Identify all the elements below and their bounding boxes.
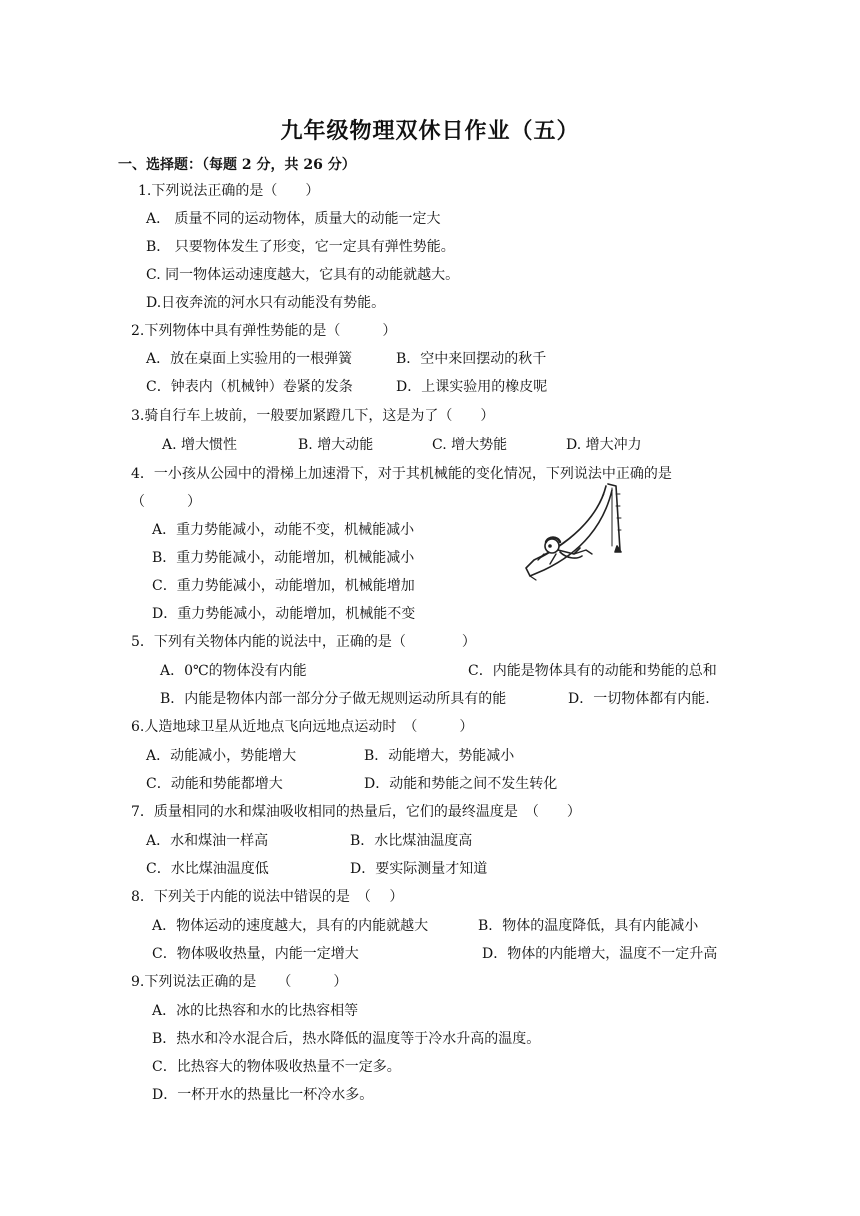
question-1-option-d: D.日夜奔流的河水只有动能没有势能。 (146, 295, 386, 311)
question-8-option-c: C．物体吸收热量，内能一定增大 (152, 946, 359, 962)
question-9-stem: 9.下列说法正确的是 （ ） (131, 974, 348, 990)
question-4-stem-bracket: （ ） (131, 494, 201, 510)
question-1-option-b: B． 只要物体发生了形变，它一定具有弹性势能。 (146, 239, 455, 255)
question-8-option-d: D．物体的内能增大，温度不一定升高 (482, 946, 718, 962)
question-4-option-b: B．重力势能减小，动能增加，机械能减小 (152, 550, 415, 566)
question-5-option-b: B．内能是物体内部一部分分子做无规则运动所具有的能 (160, 691, 507, 707)
question-7-option-d: D．要实际测量才知道 (350, 861, 488, 877)
question-1-stem: 1.下列说法正确的是（ ） (138, 183, 320, 199)
question-1-option-c: C. 同一物体运动速度越大，它具有的动能就越大。 (146, 267, 460, 283)
question-8-option-a: A．物体运动的速度越大，具有的内能就越大 (152, 918, 429, 934)
question-4-stem: 4．一小孩从公园中的滑梯上加速滑下，对于其机械能的变化情况，下列说法中正确的是 (131, 466, 672, 482)
question-5-option-a: A．0℃的物体没有内能 (160, 663, 307, 679)
question-2-option-a: A．放在桌面上实验用的一根弹簧 (146, 351, 353, 367)
question-5-option-c: C．内能是物体具有的动能和势能的总和 (468, 663, 717, 679)
question-2-option-b: B．空中来回摆动的秋千 (396, 351, 547, 367)
question-5-stem: 5．下列有关物体内能的说法中，正确的是（ ） (131, 634, 476, 650)
question-7-option-a: A．水和煤油一样高 (146, 833, 269, 849)
question-7-stem: 7．质量相同的水和煤油吸收相同的热量后，它们的最终温度是 （ ） (131, 804, 581, 820)
question-5-option-d: D．一切物体都有内能. (568, 691, 710, 707)
question-1-option-a: A． 质量不同的运动物体，质量大的动能一定大 (146, 211, 441, 227)
question-6-option-d: D．动能和势能之间不发生转化 (364, 776, 558, 792)
question-7-option-c: C．水比煤油温度低 (146, 861, 269, 877)
question-4-option-d: D．重力势能减小，动能增加，机械能不变 (152, 606, 416, 622)
question-6-option-c: C．动能和势能都增大 (146, 776, 283, 792)
question-9-option-d: D．一杯开水的热量比一杯冷水多。 (152, 1087, 374, 1103)
question-6-option-b: B．动能增大，势能减小 (364, 748, 515, 764)
question-8-stem: 8．下列关于内能的说法中错误的是 （ ） (131, 889, 404, 905)
slide-illustration (520, 480, 632, 582)
question-2-option-d: D．上课实验用的橡皮呢 (396, 379, 548, 395)
question-7-option-b: B．水比煤油温度高 (350, 833, 473, 849)
question-9-option-b: B．热水和冷水混合后，热水降低的温度等于冷水升高的温度。 (152, 1031, 541, 1047)
question-2-stem: 2.下列物体中具有弹性势能的是（ ） (131, 323, 397, 339)
page-title: 九年级物理双休日作业（五） (280, 118, 580, 144)
question-3-option-c: C. 增大势能 (432, 437, 508, 453)
question-2-option-c: C．钟表内（机械钟）卷紧的发条 (146, 379, 353, 395)
question-3-stem: 3.骑自行车上坡前，一般要加紧蹬几下，这是为了（ ） (131, 408, 495, 424)
question-6-option-a: A．动能减小，势能增大 (146, 748, 297, 764)
question-6-stem: 6.人造地球卫星从近地点飞向远地点运动时 （ ） (131, 719, 474, 735)
section-heading: 一、选择题：（每题 2 分，共 26 分） (118, 157, 356, 173)
question-8-option-b: B．物体的温度降低，具有内能减小 (478, 918, 699, 934)
question-4-option-c: C．重力势能减小，动能增加，机械能增加 (152, 578, 415, 594)
question-9-option-c: C．比热容大的物体吸收热量不一定多。 (152, 1059, 401, 1075)
question-9-option-a: A．冰的比热容和水的比热容相等 (152, 1003, 359, 1019)
question-4-option-a: A．重力势能减小，动能不变，机械能减小 (152, 522, 415, 538)
question-3-option-b: B. 增大动能 (298, 437, 374, 453)
question-3-option-a: A. 增大惯性 (162, 437, 238, 453)
question-3-option-d: D. 增大冲力 (566, 437, 642, 453)
